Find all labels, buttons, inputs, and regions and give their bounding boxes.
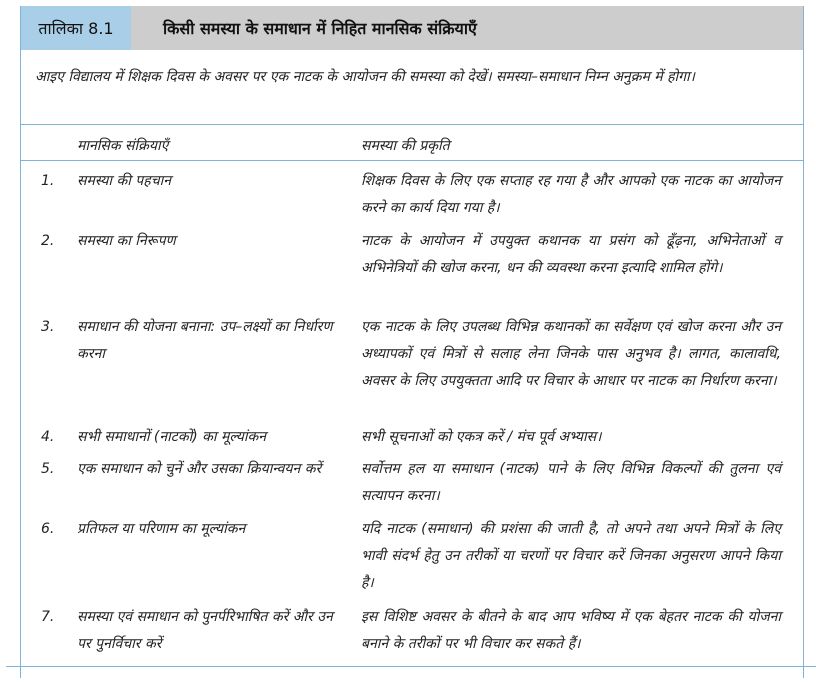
column-header-nature: समस्या की प्रकृति: [361, 138, 450, 154]
row-nature: एक नाटक के लिए उपलब्ध विभिन्न कथानकों का सर्वेक्षण एवं खोज करना और उन अध्यापकों एवं मित्रों से सलाह लेना जिनके पास अनुभव है। लागत, कालावधि, अवसर के लिए उपयुक्तता आदि पर विचार के आधार पर नाटक का निर्धारण करना।: [361, 319, 781, 389]
row-number: 7.: [41, 609, 55, 625]
row-operation: समस्या की पहचान: [77, 173, 171, 189]
divider: [21, 124, 803, 125]
row-number: 5.: [41, 461, 55, 477]
divider: [21, 160, 803, 161]
column-header-row: [21, 130, 803, 164]
row-number: 3.: [41, 319, 55, 335]
row-nature: इस विशिष्ट अवसर के बीतने के बाद आप भविष्य में एक बेहतर नाटक की योजना बनाने के तरीकों पर भी विचार कर सकते हैं।: [361, 609, 781, 652]
row-operation: प्रतिफल या परिणाम का मूल्यांकन: [77, 521, 246, 537]
column-header-operations: मानसिक संक्रियाएँ: [77, 138, 169, 154]
row-operation: समस्या का निरूपण: [77, 233, 176, 249]
row-nature: सभी सूचनाओं को एकत्र करें / मंच पूर्व अभ्यास।: [361, 429, 602, 445]
row-number: 4.: [41, 429, 55, 445]
table-intro: आइए विद्यालय में शिक्षक दिवस के अवसर पर एक नाटक के आयोजन की समस्या को देखें। समस्या–समाधान निम्न अनुक्रम में होगा।: [35, 69, 695, 85]
table-title-bar: [21, 6, 803, 50]
row-number: 6.: [41, 521, 55, 537]
row-operation: एक समाधान को चुनें और उसका क्रियान्वयन करें: [77, 461, 322, 477]
row-nature: सर्वोत्तम हल या समाधान (नाटक) पाने के लिए विभिन्न विकल्पों की तुलना एवं सत्यापन करना।: [361, 461, 781, 504]
row-nature: शिक्षक दिवस के लिए एक सप्ताह रह गया है और आपको एक नाटक का आयोजन करने का कार्य दिया गया है।: [361, 173, 781, 216]
row-operation: सभी समाधानों (नाटकों) का मूल्यांकन: [77, 429, 266, 445]
table-label: तालिका 8.1: [21, 6, 131, 50]
table-title: किसी समस्या के समाधान में निहित मानसिक संक्रियाएँ: [131, 6, 803, 50]
row-nature: यदि नाटक (समाधान) की प्रशंसा की जाती है, तो अपने तथा अपने मित्रों के लिए भावी संदर्भ हेतु उन तरीकों या चरणों पर विचार करें जिनका अनुसरण आपने किया है।: [361, 521, 781, 591]
bottom-rule: [6, 666, 816, 667]
row-number: 1.: [41, 173, 55, 189]
table-frame: [20, 6, 804, 678]
row-number: 2.: [41, 233, 55, 249]
row-operation: समाधान की योजना बनाना: उप–लक्ष्यों का निर्धारण करना: [77, 319, 333, 362]
row-nature: नाटक के आयोजन में उपयुक्त कथानक या प्रसंग को ढूँढ़ना, अभिनेताओं व अभिनेत्रियों की खोज करना, धन की व्यवस्था करना इत्यादि शामिल होंगे।: [361, 233, 781, 276]
row-operation: समस्या एवं समाधान को पुनर्परिभाषित करें और उन पर पुनर्विचार करें: [77, 609, 333, 652]
